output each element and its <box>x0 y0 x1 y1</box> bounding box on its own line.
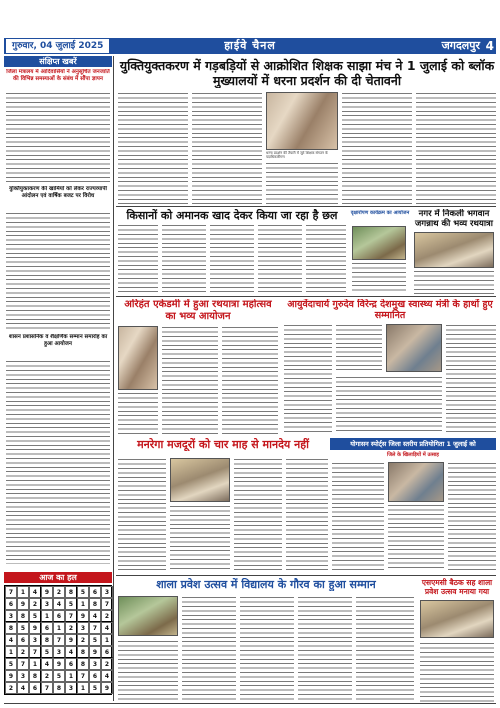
puzzle-cell: 9 <box>17 598 29 610</box>
ayurved-photo <box>386 324 442 372</box>
puzzle-cell: 5 <box>89 634 101 646</box>
puzzle-cell: 2 <box>101 610 113 622</box>
puzzle-cell: 8 <box>77 658 89 670</box>
puzzle-cell: 3 <box>65 682 77 694</box>
masthead <box>4 38 496 54</box>
puzzle-cell: 7 <box>41 682 53 694</box>
tree-photo <box>352 226 406 260</box>
brief-story-1-headline: जिला मंत्रालय में आदिवासियों ने अनुसूचित जनजाति की विभिन्न समस्याओं के संबंध में सौंपा ज्ञापन <box>6 69 110 82</box>
ayurved-body-col4 <box>446 324 496 434</box>
farmers-body-col5 <box>306 224 346 294</box>
brief-story-2-headline: युक्तियुक्तकरण की खामियों को लेकर राज्यव्यापी आंदोलन एवं वार्षिक बजट पर विरोध <box>9 186 107 199</box>
puzzle-cell: 1 <box>77 598 89 610</box>
page-number: 4 <box>485 39 494 53</box>
brief-story-3-body <box>6 360 110 564</box>
puzzle-cell: 4 <box>65 646 77 658</box>
admission-photo <box>420 600 494 638</box>
puzzle-cell: 8 <box>77 646 89 658</box>
column-divider <box>113 56 114 701</box>
puzzle-cell: 9 <box>65 634 77 646</box>
puzzle-cell: 2 <box>65 622 77 634</box>
school-photo <box>118 596 178 636</box>
puzzle-cell: 2 <box>41 670 53 682</box>
puzzle-cell: 6 <box>65 658 77 670</box>
puzzle-cell: 4 <box>5 634 17 646</box>
section-rule-2 <box>116 296 496 297</box>
puzzle-cell: 2 <box>5 682 17 694</box>
puzzle-cell: 6 <box>17 634 29 646</box>
puzzle-cell: 8 <box>53 682 65 694</box>
puzzle-cell: 8 <box>65 586 77 598</box>
puzzle-cell: 6 <box>101 646 113 658</box>
rathyatra-photo <box>414 232 494 268</box>
issue-date: गुरुवार, 04 जुलाई 2025 <box>6 39 109 53</box>
puzzle-title: आज का हल <box>4 572 112 583</box>
admission-headline: एसएमसी बैठक सह शाला प्रवेश उत्सव मनाया गया <box>421 578 493 596</box>
brief-story-3-headline: शासन प्रशासनिक व शैक्षणिक सम्मान समारोह का हुआ आयोजन <box>8 334 108 347</box>
puzzle-cell: 6 <box>5 598 17 610</box>
arihant-body-col1 <box>162 326 218 434</box>
school-headline: शाला प्रवेश उत्सव में विद्यालय के गौरव का हुआ सम्मान <box>156 578 376 591</box>
yoga-subheadline: जिले के खिलाड़ियों में उत्साह <box>387 452 439 458</box>
puzzle-cell: 1 <box>29 658 41 670</box>
puzzle-cell: 5 <box>29 610 41 622</box>
school-body-col2 <box>182 596 236 702</box>
lead-body-col3 <box>266 162 338 204</box>
puzzle-cell: 9 <box>5 670 17 682</box>
puzzle-cell: 2 <box>77 634 89 646</box>
lead-photo-caption: धरना प्रदर्शन की तैयारी में जुटे शिक्षक संगठन के पदाधिकारीगण <box>266 151 328 160</box>
puzzle-cell: 6 <box>89 670 101 682</box>
puzzle-cell: 9 <box>101 682 113 694</box>
ayurved-body-col1 <box>284 324 332 434</box>
puzzle-cell: 3 <box>5 610 17 622</box>
puzzle-cell: 9 <box>29 622 41 634</box>
puzzle-cell: 5 <box>77 586 89 598</box>
lead-body-col4 <box>342 92 412 204</box>
arihant-body-col2 <box>222 326 278 434</box>
puzzle-cell: 1 <box>101 634 113 646</box>
puzzle-cell: 7 <box>53 634 65 646</box>
puzzle-cell: 5 <box>41 646 53 658</box>
puzzle-cell: 7 <box>101 598 113 610</box>
tree-body <box>352 262 406 294</box>
puzzle-cell: 8 <box>5 622 17 634</box>
newspaper-brand: हाईवे चैनल <box>224 39 276 52</box>
tree-headline: वृक्षारोपण कार्यक्रम का आयोजन <box>350 210 410 216</box>
school-body-col3 <box>240 596 294 702</box>
puzzle-cell: 3 <box>41 598 53 610</box>
mnrega-photo <box>170 458 230 502</box>
school-body-col1 <box>118 640 178 702</box>
brief-story-1-body <box>6 92 110 182</box>
puzzle-cell: 9 <box>53 658 65 670</box>
admission-body <box>420 642 494 702</box>
puzzle-cell: 2 <box>53 586 65 598</box>
puzzle-cell: 7 <box>77 670 89 682</box>
lead-body-col1 <box>118 92 188 204</box>
puzzle-cell: 7 <box>65 610 77 622</box>
mnrega-body-col2 <box>170 505 230 572</box>
ayurved-body-col2 <box>336 324 382 372</box>
puzzle-cell: 8 <box>17 610 29 622</box>
puzzle-cell: 3 <box>17 670 29 682</box>
yoga-body-col3 <box>448 462 496 570</box>
puzzle-cell: 7 <box>29 646 41 658</box>
lead-photo <box>266 92 338 150</box>
farmers-body-col2 <box>162 224 206 294</box>
school-body-col5 <box>356 596 414 702</box>
puzzle-cell: 5 <box>65 598 77 610</box>
puzzle-cell: 8 <box>89 598 101 610</box>
puzzle-cell: 4 <box>41 658 53 670</box>
puzzle-cell: 1 <box>5 646 17 658</box>
yoga-headline: योगासन स्पोर्ट्स जिला स्तरीय प्रतियोगिता 1 जुलाई को <box>350 440 476 448</box>
puzzle-grid <box>4 585 112 695</box>
puzzle-cell: 5 <box>53 670 65 682</box>
puzzle-cell: 2 <box>101 658 113 670</box>
puzzle-cell: 1 <box>41 610 53 622</box>
arihant-body-col0 <box>118 392 158 434</box>
lead-headline: युक्तियुक्तकरण में गड़बड़ियों से आक्रोशित शिक्षक साझा मंच ने 1 जुलाई को ब्लॉक मुख्यालयों में धरना प्रदर्शन की दी चेतावनी <box>119 58 495 88</box>
rathyatra-body <box>414 270 494 294</box>
mnrega-body-col4 <box>286 458 328 572</box>
ayurved-body-col3 <box>336 376 442 434</box>
yoga-body-col1 <box>332 462 384 570</box>
puzzle-cell: 3 <box>101 586 113 598</box>
farmers-headline: किसानों को अमानक खाद देकर किया जा रहा है छल <box>126 209 338 222</box>
puzzle-cell: 5 <box>89 682 101 694</box>
puzzle-cell: 6 <box>53 610 65 622</box>
puzzle-cell: 4 <box>101 622 113 634</box>
puzzle-cell: 9 <box>89 646 101 658</box>
ayurved-headline: आयुर्वेदाचार्य गुरुदेव विरेन्द्र देशमुख स्वास्थ्य मंत्री के हाथों हुए सम्मानित <box>287 299 493 321</box>
page-bottom-rule <box>4 703 496 704</box>
puzzle-cell: 2 <box>29 598 41 610</box>
puzzle-cell: 9 <box>77 610 89 622</box>
puzzle-cell: 6 <box>29 682 41 694</box>
puzzle-cell: 4 <box>29 586 41 598</box>
puzzle-cell: 7 <box>17 658 29 670</box>
lead-body-col2 <box>192 92 262 204</box>
puzzle-cell: 4 <box>53 598 65 610</box>
puzzle-cell: 5 <box>5 658 17 670</box>
brief-news-header: संक्षिप्त खबरें <box>4 56 112 67</box>
section-rule-3 <box>116 575 496 576</box>
puzzle-cell: 3 <box>89 658 101 670</box>
puzzle-cell: 3 <box>53 646 65 658</box>
farmers-body-col3 <box>210 224 254 294</box>
puzzle-cell: 4 <box>101 670 113 682</box>
brief-story-2-body <box>6 212 110 330</box>
puzzle-cell: 3 <box>29 634 41 646</box>
mnrega-headline: मनरेगा मजदूरों को चार माह से मानदेय नहीं <box>137 438 309 451</box>
puzzle-cell: 1 <box>17 586 29 598</box>
puzzle-cell: 6 <box>89 586 101 598</box>
rathyatra-headline: नगर में निकली भगवान जगन्नाथ की भव्य रथयात्रा <box>415 209 493 229</box>
puzzle-cell: 2 <box>17 646 29 658</box>
puzzle-cell: 7 <box>89 622 101 634</box>
puzzle-cell: 1 <box>53 622 65 634</box>
puzzle-cell: 8 <box>29 670 41 682</box>
mnrega-body-col1 <box>118 458 166 572</box>
farmers-body-col4 <box>258 224 302 294</box>
yoga-band <box>330 438 496 450</box>
puzzle-cell: 8 <box>41 634 53 646</box>
puzzle-cell: 1 <box>77 682 89 694</box>
puzzle-cell: 1 <box>65 670 77 682</box>
lead-body-col5 <box>416 92 496 204</box>
edition-name: जगदलपुर <box>441 39 480 52</box>
arihant-photo <box>118 326 158 390</box>
puzzle-cell: 7 <box>5 586 17 598</box>
arihant-headline: अरिहंत एकेडमी में हुआ रथयात्रा महोत्सव का भव्य आयोजन <box>124 299 272 322</box>
yoga-photo <box>388 462 444 502</box>
school-body-col4 <box>298 596 352 702</box>
puzzle-cell: 9 <box>41 586 53 598</box>
yoga-body-col2 <box>388 504 444 570</box>
puzzle-cell: 3 <box>77 622 89 634</box>
puzzle-cell: 6 <box>41 622 53 634</box>
section-rule <box>116 206 496 207</box>
mnrega-body-col3 <box>234 458 282 572</box>
puzzle-cell: 4 <box>17 682 29 694</box>
farmers-body-col1 <box>118 224 158 294</box>
puzzle-cell: 5 <box>17 622 29 634</box>
puzzle-cell: 4 <box>89 610 101 622</box>
